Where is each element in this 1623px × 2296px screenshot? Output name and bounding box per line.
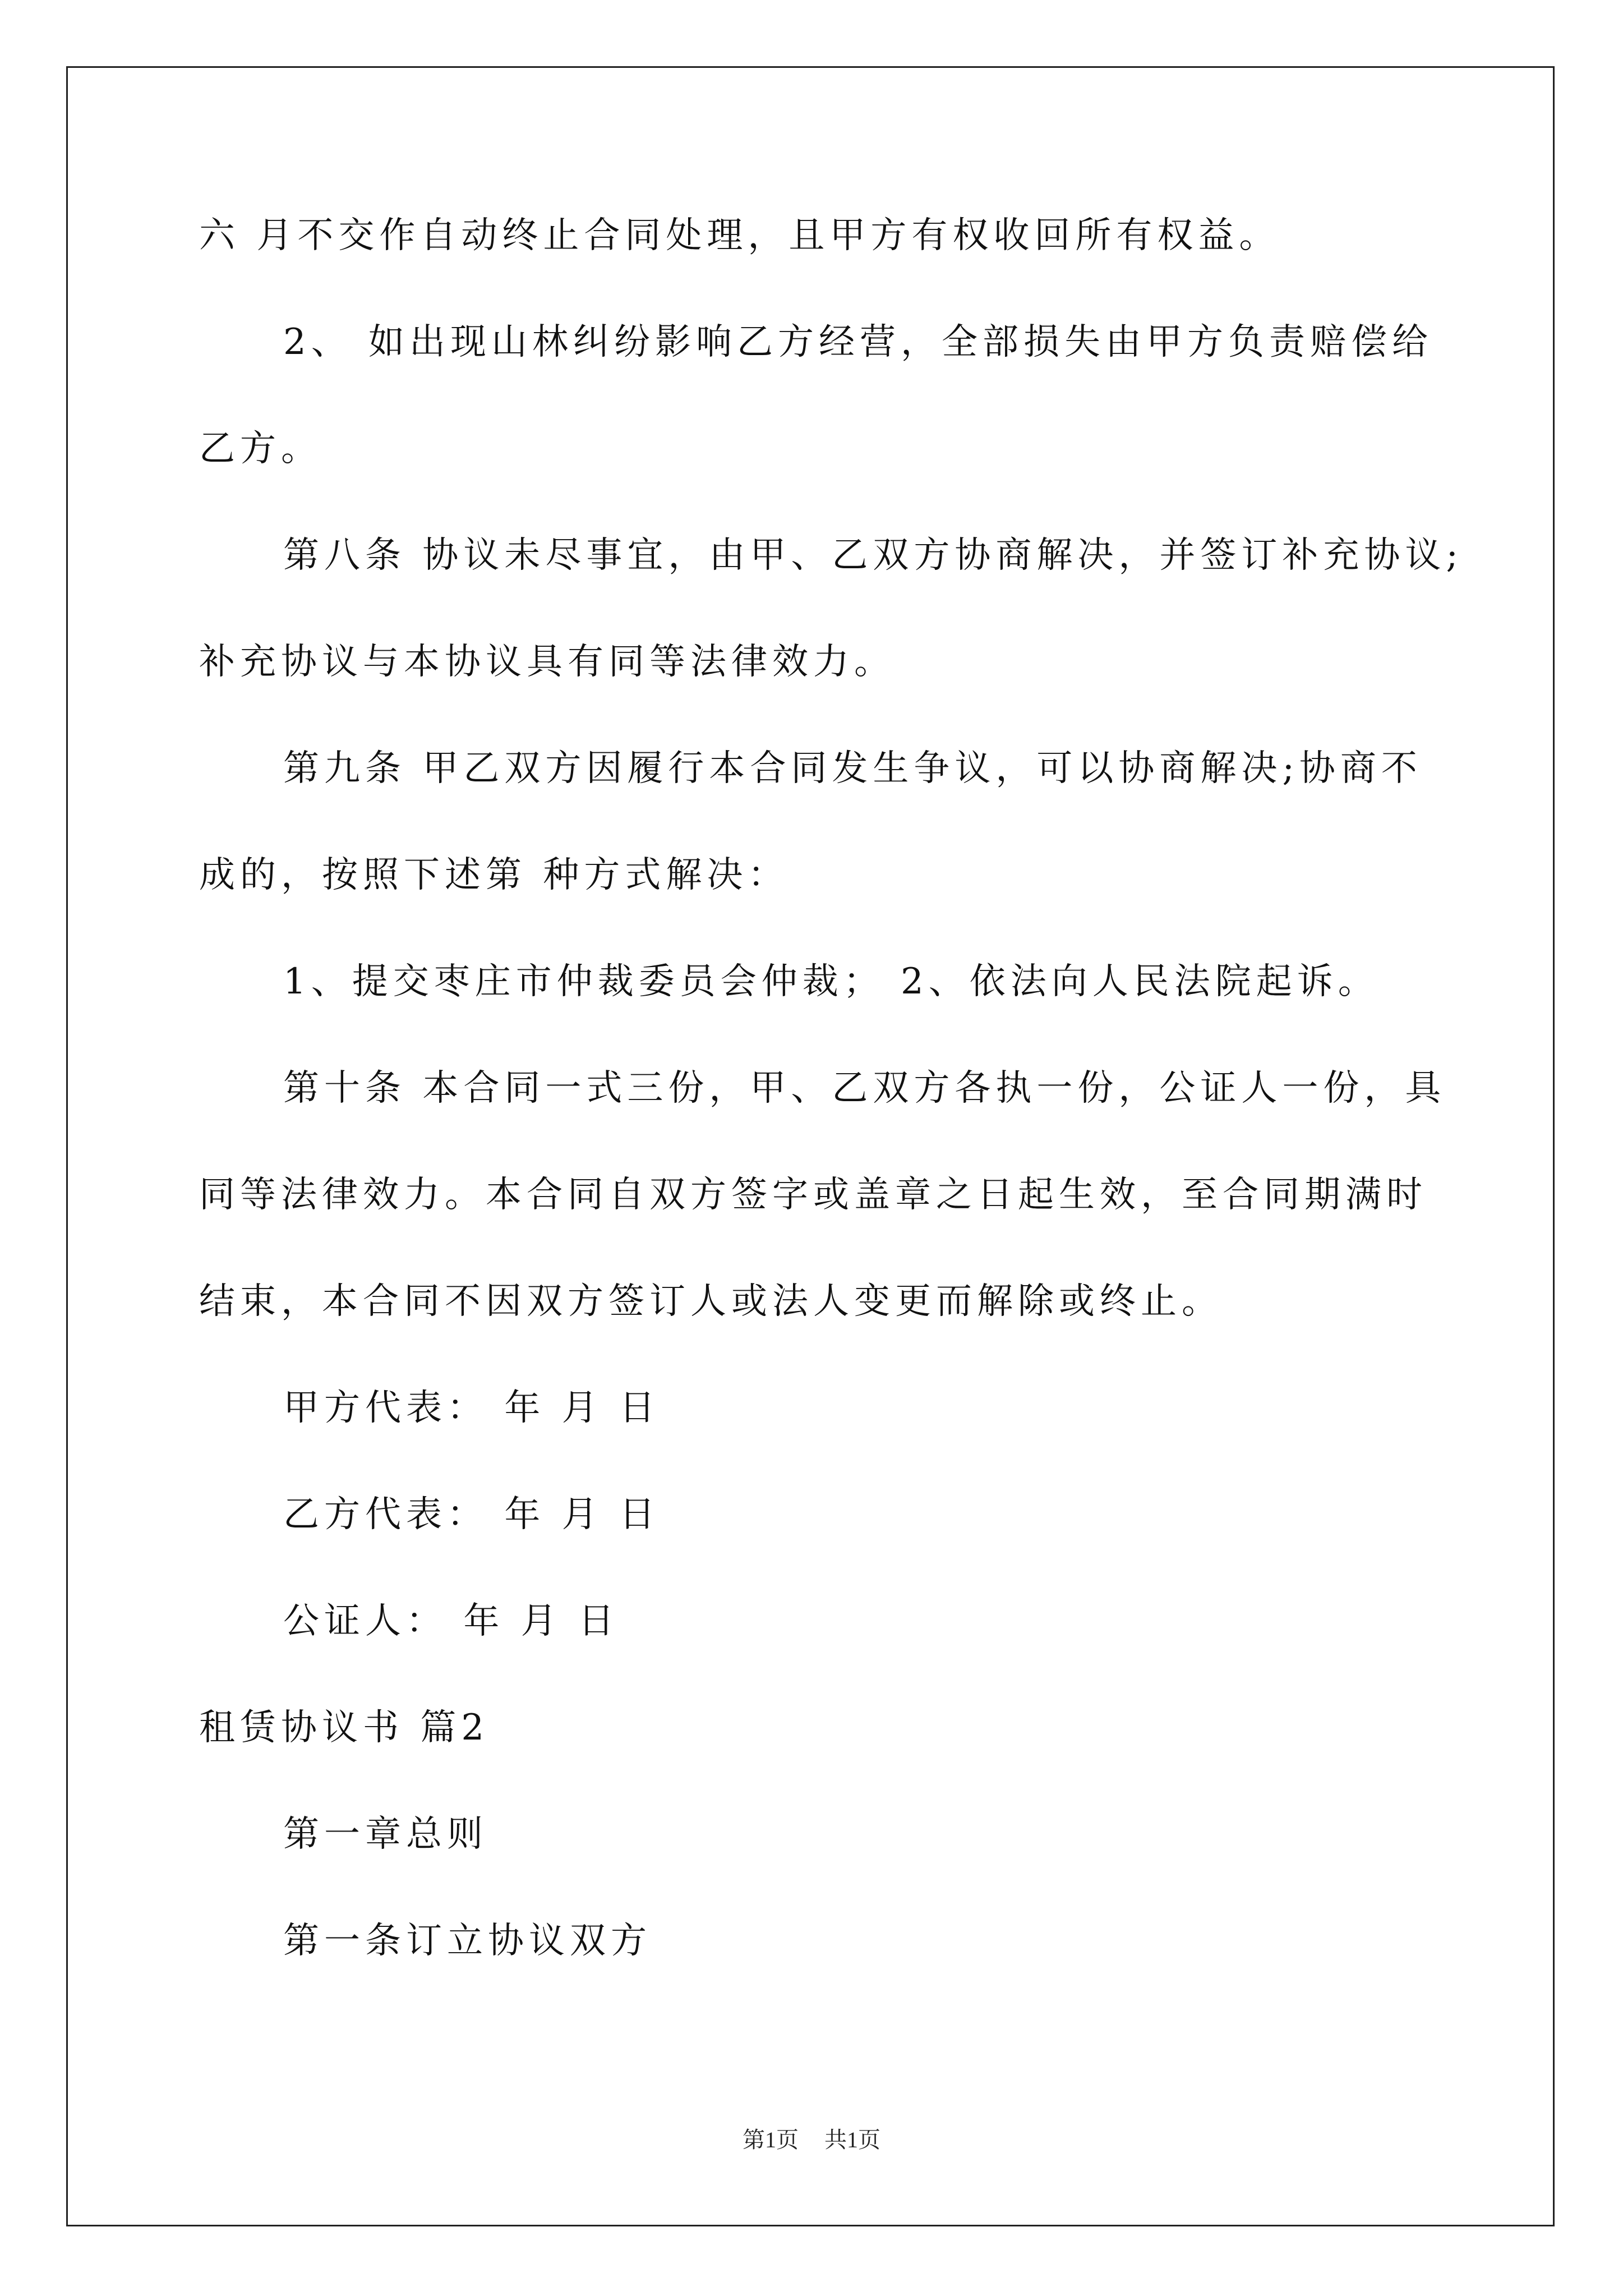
- paragraph-line: 第十条 本合同一式三份，甲、乙双方各执一份，公证人一份，具: [283, 1068, 1446, 1109]
- page-footer: [0, 2126, 1623, 2154]
- page-number: 第1页: [743, 2127, 799, 2152]
- paragraph-line: 同等法律效力。本合同自双方签字或盖章之日起生效，至合同期满时: [199, 1174, 1427, 1216]
- paragraph-line: 六 月不交作自动终止合同处理，且甲方有权收回所有权益。: [199, 215, 1280, 256]
- paragraph-line: 补充协议与本协议具有同等法律效力。: [199, 641, 895, 683]
- signature-line-party-a: 甲方代表： 年 月 日: [283, 1387, 661, 1429]
- signature-line-party-b: 乙方代表： 年 月 日: [283, 1494, 661, 1535]
- article-heading: 第一条订立协议双方: [283, 1920, 652, 1962]
- paragraph-line: 2、 如出现山林纠纷影响乙方经营，全部损失由甲方负责赔偿给: [283, 321, 1433, 363]
- paragraph-line: 第九条 甲乙双方因履行本合同发生争议，可以协商解决;协商不: [283, 748, 1422, 789]
- chapter-heading: 第一章总则: [283, 1814, 488, 1855]
- signature-line-notary: 公证人： 年 月 日: [283, 1600, 620, 1642]
- paragraph-line: 结束，本合同不因双方签订人或法人变更而解除或终止。: [199, 1281, 1223, 1322]
- paragraph-line: 成的，按照下述第 种方式解决：: [199, 854, 789, 896]
- page-border: [66, 66, 1555, 2226]
- paragraph-line: 第八条 协议未尽事宜，由甲、乙双方协商解决，并签订补充协议;: [283, 535, 1463, 576]
- section-heading: 租赁协议书 篇2: [199, 1707, 490, 1749]
- paragraph-line: 乙方。: [199, 428, 322, 470]
- paragraph-line: 1、提交枣庄市仲裁委员会仲裁； 2、依法向人民法院起诉。: [283, 961, 1379, 1002]
- page-total: 共1页: [824, 2127, 880, 2152]
